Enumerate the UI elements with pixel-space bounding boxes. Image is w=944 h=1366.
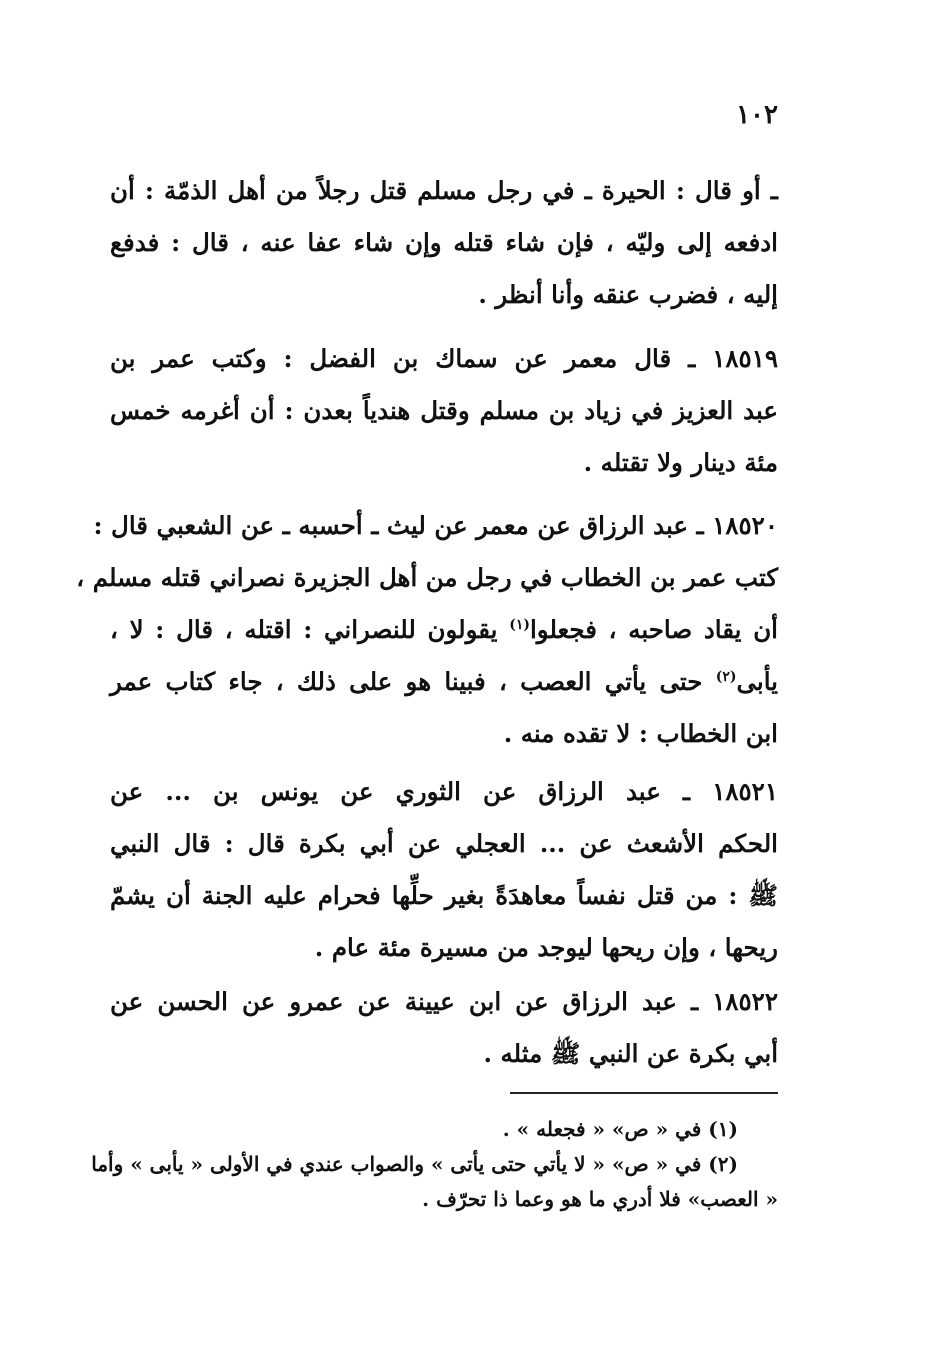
text-line: ١٨٥٢١ ـ عبد الرزاق عن الثوري عن يونس بن ... عن <box>110 777 778 806</box>
text-segment: يقولون للنصراني : اقتله ، قال : لا ، <box>110 615 510 644</box>
hadith-18520 <box>76 500 778 760</box>
text-segment: أن يقاد صاحبه ، فجعلوا <box>529 615 778 644</box>
text-line: ١٨٥٢٢ ـ عبد الرزاق عن ابن عيينة عن عمرو عن الحسن عن <box>110 987 778 1016</box>
text-line: ابن الخطاب : لا تقده منه . <box>503 719 778 748</box>
page-number: ١٠٢ <box>736 100 778 130</box>
hadith-18521 <box>110 766 778 974</box>
footnote-1: (١) في « ص» « فجعله » . <box>502 1117 738 1141</box>
text-line: ١٨٥١٩ ـ قال معمر عن سماك بن الفضل : وكتب عمر بن <box>110 344 778 373</box>
footnote-ref-2[interactable]: (٢) <box>715 668 737 685</box>
footnote-ref-1[interactable]: (١) <box>509 616 530 633</box>
text-line: كتب عمر بن الخطاب في رجل من أهل الجزيرة نصراني قتله مسلم ، <box>76 563 778 592</box>
text-line: الحكم الأشعث عن ... العجلي عن أبي بكرة قال : قال النبي <box>110 829 778 858</box>
paragraph-continuation <box>110 165 778 321</box>
footnote-2-continuation: « العصب» فلا أدري ما هو وعما ذا تحرّف . <box>422 1187 778 1211</box>
text-line: عبد العزيز في زياد بن مسلم وقتل هندياً بعدن : أن أغرمه خمس <box>110 396 778 425</box>
text-line: ﷺ : من قتل نفساً معاهدَةً بغير حلِّها فحرام عليه الجنة أن يشمّ <box>110 881 778 910</box>
text-line: ادفعه إلى وليّه ، فإن شاء قتله وإن شاء عفا عنه ، قال : فدفع <box>110 228 778 257</box>
text-segment: حتى يأتي العصب ، فبينا هو على ذلك ، جاء كتاب عمر <box>110 667 716 696</box>
text-line <box>110 604 778 656</box>
text-line: أبي بكرة عن النبي ﷺ مثله . <box>483 1039 778 1068</box>
text-line: مئة دينار ولا تقتله . <box>583 448 778 477</box>
text-line: ريحها ، وإن ريحها ليوجد من مسيرة مئة عام . <box>314 933 778 962</box>
hadith-18519 <box>110 333 778 489</box>
text-segment: يأبى <box>736 667 778 696</box>
text-line: ١٨٥٢٠ ـ عبد الرزاق عن معمر عن ليث ـ أحسبه ـ عن الشعبي قال : <box>93 511 778 540</box>
hadith-18522 <box>110 976 778 1080</box>
footnote-separator <box>510 1092 778 1094</box>
text-line <box>110 656 778 708</box>
footnotes <box>91 1112 778 1217</box>
text-line: إليه ، فضرب عنقه وأنا أنظر . <box>478 280 778 309</box>
text-line: ـ أو قال : الحيرة ـ في رجل مسلم قتل رجلاً من أهل الذمّة : أن <box>110 176 778 205</box>
footnote-2: (٢) في « ص» « لا يأتي حتى يأتى » والصواب عندي في الأولى « يأبى » وأما <box>91 1152 738 1176</box>
